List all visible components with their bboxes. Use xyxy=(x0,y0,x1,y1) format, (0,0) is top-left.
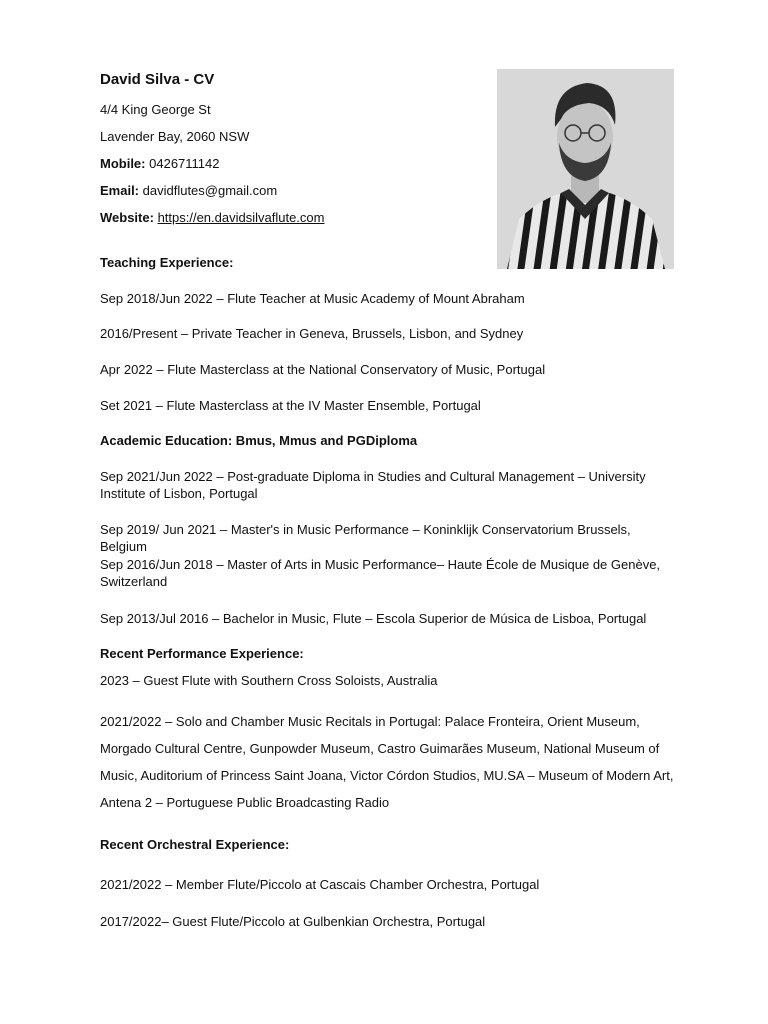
website-label: Website: xyxy=(100,210,154,225)
mobile-label: Mobile: xyxy=(100,156,146,171)
teaching-heading: Teaching Experience: xyxy=(100,255,234,270)
address-line-1: 4/4 King George St xyxy=(100,102,211,117)
teaching-item: Sep 2018/Jun 2022 – Flute Teacher at Music Academy of Mount Abraham xyxy=(100,291,525,306)
portrait-photo xyxy=(497,69,674,269)
teaching-item: Set 2021 – Flute Masterclass at the IV Master Ensemble, Portugal xyxy=(100,398,481,413)
orchestral-item: 2017/2022– Guest Flute/Piccolo at Gulbenkian Orchestra, Portugal xyxy=(100,914,486,929)
mobile-number: 0426711142 xyxy=(149,156,220,171)
education-item: Sep 2019/ Jun 2021 – Master's in Music Performance – Koninklijk Conservatorium Brussels, Belgium xyxy=(100,522,631,554)
website-link[interactable]: https://en.davidsilvaflute.com xyxy=(157,210,325,225)
cv-title: David Silva - CV xyxy=(100,71,215,88)
address-line-2: Lavender Bay, 2060 NSW xyxy=(100,129,250,144)
education-item: Sep 2013/Jul 2016 – Bachelor in Music, Flute – Escola Superior de Música de Lisboa, Portugal xyxy=(100,611,647,626)
email-address: davidflutes@gmail.com xyxy=(142,183,278,198)
performance-item: 2023 – Guest Flute with Southern Cross Soloists, Australia xyxy=(100,673,438,688)
education-heading: Academic Education: Bmus, Mmus and PGDiploma xyxy=(100,433,418,448)
website-line xyxy=(100,210,324,226)
teaching-item: Apr 2022 – Flute Masterclass at the National Conservatory of Music, Portugal xyxy=(100,362,546,377)
teaching-item: 2016/Present – Private Teacher in Geneva, Brussels, Lisbon, and Sydney xyxy=(100,326,524,341)
mobile-line xyxy=(100,156,220,172)
education-item: Sep 2021/Jun 2022 – Post-graduate Diploma in Studies and Cultural Management – University Institute of Lisbon, Portugal xyxy=(100,469,646,501)
orchestral-heading: Recent Orchestral Experience: xyxy=(100,837,290,852)
performance-item: 2021/2022 – Solo and Chamber Music Recitals in Portugal: Palace Fronteira, Orient Museum, Morgado Cultural Centre, Gunpowder Museum, Castro Guimarães Museum, National Museum of Music, Auditorium of Princess Saint Joana, Victor Córdon Studios, MU.SA – Museum of Modern Art, Antena 2 – Portuguese Public Broadcasting Radio xyxy=(100,714,674,810)
performance-heading: Recent Performance Experience: xyxy=(100,646,304,661)
email-line xyxy=(100,183,277,199)
portrait-illustration xyxy=(497,69,674,269)
orchestral-item: 2021/2022 – Member Flute/Piccolo at Cascais Chamber Orchestra, Portugal xyxy=(100,877,540,892)
education-item: Sep 2016/Jun 2018 – Master of Arts in Music Performance– Haute École de Musique de Genève, Switzerland xyxy=(100,557,661,589)
email-label: Email: xyxy=(100,183,140,198)
